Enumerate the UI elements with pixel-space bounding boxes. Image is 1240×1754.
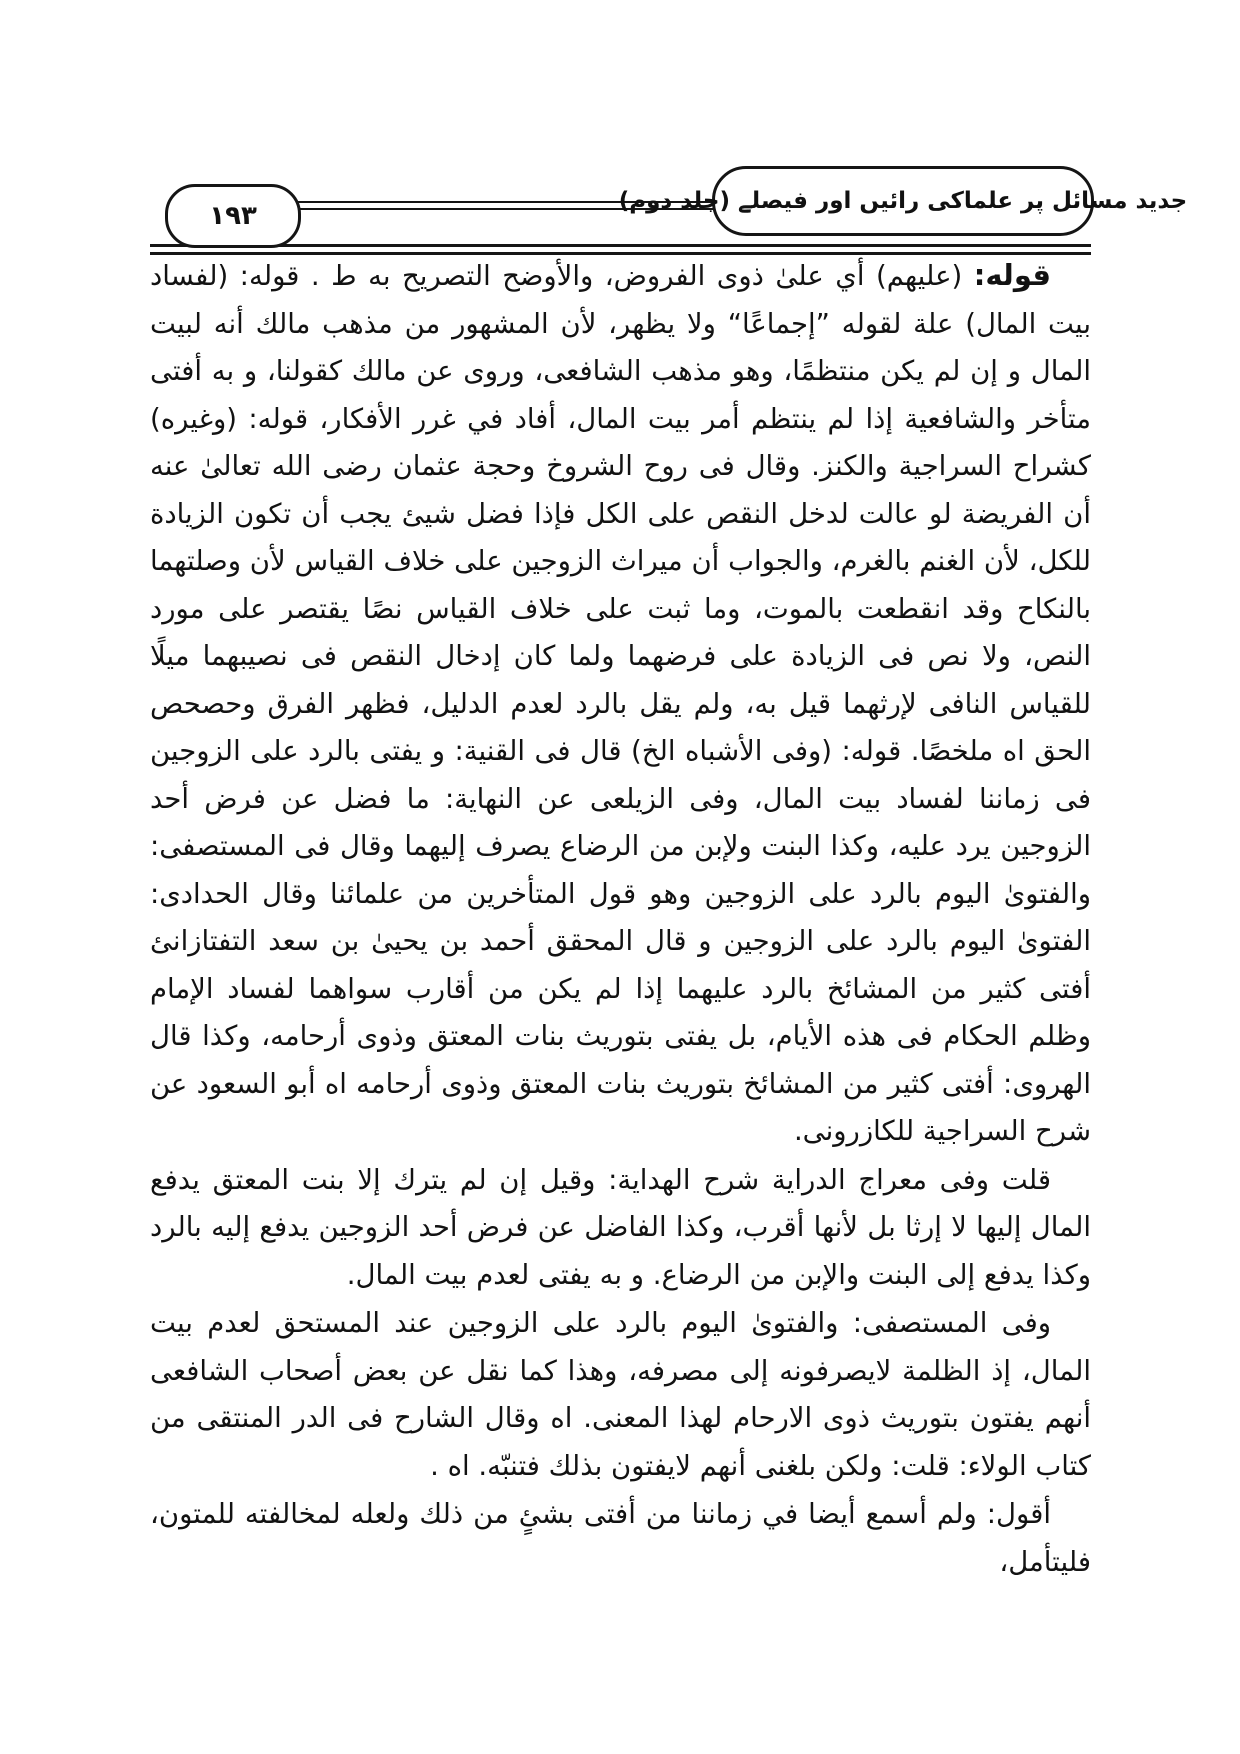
paragraph: [150, 1299, 1091, 1490]
paragraph-text: قلت وفى معراج الدراية شرح الهداية: وقيل إن لم يترك إلا بنت المعتق يدفع المال إليها لا إرثا بل لأنها أقرب، وكذا الفاضل عن فرض أحد الزوجين يدفع إليه بالرد وكذا يدفع إلى البنت والإبن من الرضاع. و به يفتى لعدم بيت المال.: [150, 1163, 1091, 1291]
paragraph-text: أقول: ولم أسمع أيضا في زماننا من أفتى بشئٍ من ذلك ولعله لمخالفته للمتون، فليتأمل،: [150, 1498, 1091, 1578]
paragraph-lead: قوله:: [973, 258, 1051, 292]
paragraph-text: (عليهم) أي علىٰ ذوى الفروض، والأوضح التصريح به ط . قوله: (لفساد بيت المال) علة لقوله ”إجماعًا“ ولا يظهر، لأن المشهور من مذهب مالك أنه لبيت المال و إن لم يكن منتظمًا، وهو مذهب الشافعى، وروى عن مالك كقولنا، و به أفتى متأخر والشافعية إذا لم ينتظم أمر بيت المال، أفاد في غرر الأفكار، قوله: (وغيره) كشراح السراجية والكنز. وقال فى روح الشروخ وحجة عثمان رضى الله تعالىٰ عنه أن الفريضة لو عالت لدخل النقص على الكل فإذا فضل شيئ يجب أن تكون الزيادة للكل، لأن الغنم بالغرم، والجواب أن ميراث الزوجين على خلاف القياس لأن وصلتهما بالنكاح وقد انقطعت بالموت، وما ثبت على خلاف القياس نصًا يقتصر على مورد النص، ولا نص فى الزيادة على فرضهما ولما كان إدخال النقص فى نصيبهما ميلًا للقياس النافى لإرثهما قيل به، ولم يقل بالرد لعدم الدليل، فظهر الفرق وحصحص الحق اه ملخصًا. قوله: (وفى الأشباه الخ) قال فى القنية: و يفتى بالرد على الزوجين فى زماننا لفساد بيت المال، وفى الزيلعى عن النهاية: ما فضل عن فرض أحد الزوجين يرد عليه، وكذا البنت ولإبن من الرضاع يصرف إليهما وقال فى المستصفى: والفتوىٰ اليوم بالرد على الزوجين وهو قول المتأخرين من علمائنا وقال الحدادى: الفتوىٰ اليوم بالرد على الزوجين و قال المحقق أحمد بن يحيىٰ بن سعد التفتازانئ أفتى كثير من المشائخ بالرد عليهما إذا لم يكن من أقارب سواهما لفساد الإمام وظلم الحكام فى هذه الأيام، بل يفتى بتوريث بنات المعتق وذوى أرحامه، وكذا قال الهروى: أفتى كثير من المشائخ بتوريث بنات المعتق وذوى أرحامه اه أبو السعود عن شرح السراجية للكازرونى.: [150, 260, 1091, 1147]
paragraph: [150, 252, 1091, 1156]
paragraph-text: وفى المستصفى: والفتوىٰ اليوم بالرد على الزوجين عند المستحق لعدم بيت المال، إذ الظلمة لايصرفونه إلى مصرفه، وهذا كما نقل عن بعض أصحاب الشافعى أنهم يفتون بتوريث ذوى الارحام لهذا المعنى. اه وقال الشارح فى الدر المنتقى من كتاب الولاء: قلت: ولكن بلغنى أنهم لايفتون بذلك فتنبّه. اه .: [150, 1307, 1091, 1482]
page-number: ۱۹۳: [209, 201, 257, 231]
paragraph: [150, 1490, 1091, 1586]
book-title: جدید مسائل پر علماکی رائیں اور فیصلے (جلد دوم): [618, 188, 1188, 214]
page-header: [0, 0, 1240, 260]
paragraph: [150, 1156, 1091, 1300]
page-number-badge: [165, 184, 301, 248]
page-body-text: [150, 252, 1091, 1586]
book-title-cartouche: [618, 166, 1188, 236]
